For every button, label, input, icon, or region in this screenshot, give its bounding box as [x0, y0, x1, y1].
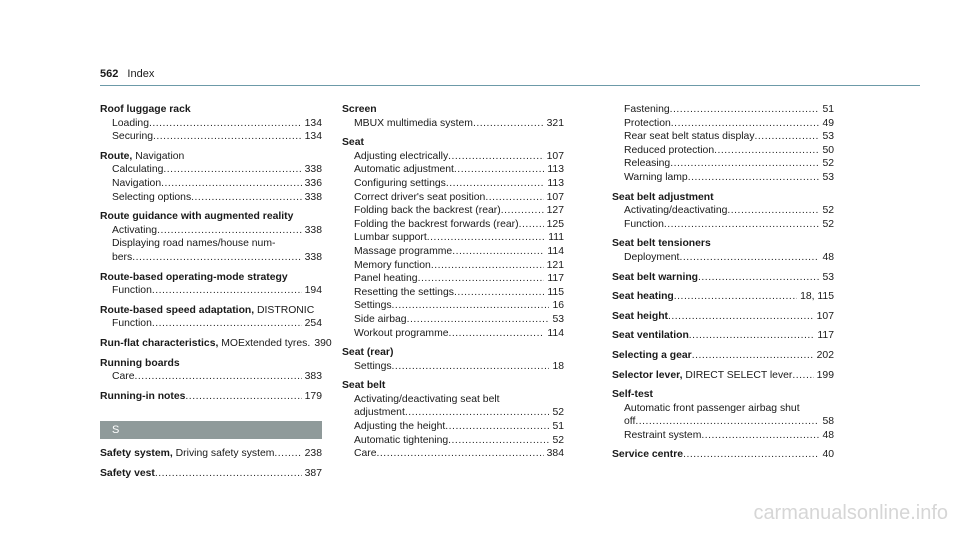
index-subentry[interactable] — [342, 406, 564, 420]
index-subterm: DIRECT SELECT lever — [682, 369, 793, 381]
index-term: Running boards — [100, 357, 180, 369]
page-ref: 384 — [546, 448, 564, 460]
index-subentry[interactable] — [342, 327, 564, 341]
subentry-text: Warning lamp — [624, 171, 688, 183]
page-ref: 121 — [546, 259, 564, 271]
page-ref: 194 — [304, 285, 322, 297]
index-term: Running-in notes — [100, 390, 186, 402]
index-entry-line[interactable] — [612, 290, 834, 304]
page-ref: 52 — [552, 434, 564, 446]
index-column-2 — [342, 103, 564, 467]
subentry-list — [612, 103, 834, 185]
index-entry — [100, 337, 332, 351]
page-ref: 336 — [304, 177, 322, 189]
subentry-text: Care — [112, 371, 135, 383]
page-ref: 338 — [304, 224, 322, 236]
page-number: 562 — [100, 68, 119, 80]
page-ref: 387 — [304, 467, 322, 479]
index-term: Route guidance with augmented reality — [100, 211, 294, 223]
subentry-text: Resetting the settings — [354, 286, 454, 298]
index-entry — [612, 310, 834, 324]
index-entry — [342, 103, 564, 130]
index-entry-line[interactable] — [612, 349, 834, 363]
subentry-text: Memory function — [354, 259, 431, 271]
subentry-text: Massage programme — [354, 245, 453, 257]
index-entry-line[interactable] — [612, 448, 834, 462]
page-ref: 52 — [822, 205, 834, 217]
index-entry — [612, 369, 834, 383]
page-ref: 113 — [547, 164, 564, 176]
page-ref: 115 — [547, 286, 564, 298]
index-entry — [612, 290, 834, 304]
index-subentry[interactable] — [100, 370, 322, 384]
page-header — [100, 68, 154, 80]
index-term: Route-based operating-mode strategy — [100, 271, 288, 283]
index-subentry[interactable] — [612, 144, 834, 158]
subentry-text: Adjusting the height — [354, 421, 446, 433]
page-ref: 16 — [552, 300, 564, 312]
index-subentry[interactable] — [342, 218, 564, 232]
index-entry — [100, 150, 322, 204]
index-subentry[interactable] — [612, 171, 834, 185]
index-entry-line[interactable] — [612, 271, 834, 285]
section-title: Index — [127, 68, 155, 80]
index-subentry[interactable] — [612, 415, 834, 429]
watermark: carmanualsonline.info — [753, 502, 948, 524]
index-term: Seat belt adjustment — [612, 191, 714, 203]
page-ref: 52 — [822, 218, 834, 230]
index-subentry[interactable] — [612, 103, 834, 117]
subentry-text: Adjusting electrically — [354, 150, 449, 162]
subentry-text: Folding back the backrest (rear) — [354, 205, 501, 217]
page-ref: 113 — [547, 177, 564, 189]
page-ref: 114 — [547, 245, 564, 257]
subentry-text: Side airbag — [354, 313, 407, 325]
page-ref: 134 — [304, 117, 322, 129]
page-ref: 51 — [822, 104, 834, 115]
index-column-3 — [612, 103, 834, 468]
page-ref: 199 — [816, 369, 834, 381]
index-entry — [100, 390, 322, 404]
index-subentry[interactable] — [342, 117, 564, 131]
subentry-text: Settings — [354, 300, 392, 312]
index-subentry[interactable] — [342, 191, 564, 205]
page-ref: 125 — [546, 218, 564, 230]
subentry-text: Workout programme — [354, 327, 449, 339]
subentry-text: Loading — [112, 117, 149, 129]
index-term: Selector lever, — [612, 369, 683, 381]
subentry-list — [342, 420, 564, 461]
page-ref: 52 — [552, 407, 564, 419]
index-term: Seat belt tensioners — [612, 238, 711, 250]
subentry-text: Calculating — [112, 164, 164, 176]
index-subentry[interactable] — [612, 204, 834, 218]
index-subentry[interactable] — [100, 251, 322, 265]
subentry-text-line: Activating/deactivating seat belt — [354, 393, 500, 405]
index-subentry[interactable] — [342, 447, 564, 461]
index-subentry[interactable] — [612, 130, 834, 144]
index-subentry[interactable] — [100, 317, 322, 331]
index-subterm: Driving safety system — [172, 448, 275, 460]
index-subterm: DISTRONIC — [254, 304, 315, 316]
subentry-text: Rear seat belt status display — [624, 131, 755, 143]
page-ref: 254 — [304, 318, 322, 330]
subentry-list — [342, 150, 564, 340]
index-subentry[interactable] — [100, 191, 322, 205]
index-entry — [612, 191, 834, 232]
index-subentry[interactable] — [612, 218, 834, 232]
page-ref: 383 — [304, 371, 322, 383]
index-subentry[interactable] — [342, 245, 564, 259]
page-ref: 107 — [816, 310, 834, 322]
page-ref: 179 — [304, 390, 322, 402]
subentry-text: Function — [112, 318, 152, 330]
index-term: Self-test — [612, 389, 653, 401]
subentry-text: Activating — [112, 224, 158, 236]
subentry-text-line: Displaying road names/house num- — [112, 238, 276, 250]
page-ref: 238 — [304, 448, 322, 460]
page-ref: 58 — [822, 416, 834, 428]
index-term: Roof luggage rack — [100, 104, 191, 115]
index-subentry[interactable] — [342, 163, 564, 177]
index-entry — [100, 447, 322, 461]
subentry-text: MBUX multimedia system — [354, 117, 473, 129]
subentry-text: Protection — [624, 117, 671, 129]
subentry-text-line: Automatic front passenger airbag shut — [624, 402, 800, 414]
header-rule — [100, 85, 920, 86]
index-term: Safety vest — [100, 467, 155, 479]
index-term: Service centre — [612, 449, 684, 461]
subentry-text: Configuring settings — [354, 177, 446, 189]
page-ref: 40 — [822, 449, 834, 461]
subentry-text: Function — [624, 218, 664, 230]
index-entry — [100, 467, 322, 481]
index-entry-line[interactable] — [100, 390, 322, 404]
index-entry-line[interactable] — [612, 329, 834, 343]
index-subentry[interactable] — [342, 420, 564, 434]
subentry-text: Selecting options — [112, 191, 192, 203]
subentry-text: Releasing — [624, 158, 671, 170]
index-subentry[interactable] — [342, 313, 564, 327]
index-subentry[interactable] — [100, 177, 322, 191]
index-term: Seat height — [612, 310, 669, 322]
subentry-text: Automatic adjustment — [354, 164, 454, 176]
page-ref: 53 — [552, 313, 564, 325]
index-term: Seat belt warning — [612, 271, 699, 283]
subentry-text: Panel heating — [354, 273, 418, 285]
index-subentry[interactable] — [100, 130, 322, 144]
index-subentry[interactable] — [342, 434, 564, 448]
index-subentry[interactable] — [342, 177, 564, 191]
subentry-text: Settings — [354, 360, 392, 372]
index-subentry[interactable] — [342, 259, 564, 273]
page-ref: 53 — [822, 171, 834, 183]
subentry-text: bers — [112, 251, 133, 263]
index-entry — [100, 210, 322, 264]
page-ref: 338 — [304, 251, 322, 263]
page-ref: 53 — [822, 271, 834, 283]
index-subentry[interactable] — [342, 272, 564, 286]
subentry-text: Folding the backrest forwards (rear) — [354, 218, 519, 230]
subentry-text: Function — [112, 285, 152, 297]
page-ref: 18, 115 — [800, 291, 834, 303]
index-entry — [100, 357, 322, 384]
index-entry — [612, 237, 834, 264]
index-entry — [612, 103, 834, 185]
page-ref: 117 — [547, 273, 564, 285]
page-ref: 338 — [304, 164, 322, 176]
subentry-text: Navigation — [112, 177, 162, 189]
page-ref: 18 — [552, 360, 564, 372]
index-term: Seat ventilation — [612, 330, 689, 342]
page-ref: 390 — [314, 337, 332, 349]
index-term: Selecting a gear — [612, 349, 692, 361]
index-subentry[interactable] — [100, 163, 322, 177]
index-subentry[interactable] — [342, 286, 564, 300]
index-entry — [100, 304, 322, 331]
index-subentry[interactable] — [612, 117, 834, 131]
page-ref: 107 — [546, 150, 564, 162]
index-term: Route-based speed adaptation, — [100, 304, 255, 316]
page-ref: 48 — [822, 429, 834, 441]
index-term: Seat heating — [612, 291, 674, 303]
index-term: Route, — [100, 150, 133, 162]
index-term: Seat belt — [342, 380, 386, 392]
index-term: Run-flat characteristics, — [100, 337, 219, 349]
index-subentry[interactable] — [100, 284, 322, 298]
subentry-text: Correct driver's seat position — [354, 191, 486, 203]
subentry-text: off — [624, 416, 636, 428]
index-subentry[interactable] — [342, 231, 564, 245]
subentry-text: Activating/deactivating — [624, 205, 728, 217]
index-entry-line[interactable] — [100, 447, 322, 461]
index-entry — [612, 388, 834, 442]
index-subentry[interactable] — [612, 157, 834, 171]
subentry-text: adjustment — [354, 407, 405, 419]
index-entry — [612, 329, 834, 343]
page-ref: 50 — [822, 144, 834, 156]
index-subentry[interactable] — [342, 360, 564, 374]
subentry-text: Lumbar support — [354, 232, 427, 244]
subentry-text: Automatic tightening — [354, 434, 449, 446]
subentry-text: Reduced protection — [624, 144, 715, 156]
index-entry — [100, 103, 322, 144]
index-subentry[interactable] — [100, 117, 322, 131]
index-subentry[interactable] — [612, 251, 834, 265]
index-entry — [342, 136, 564, 340]
index-entry — [612, 349, 834, 363]
page-ref: 134 — [304, 131, 322, 143]
index-entry-line[interactable] — [100, 337, 332, 351]
subentry-text: Fastening — [624, 104, 670, 115]
index-subentry[interactable] — [342, 204, 564, 218]
subentry-text: Securing — [112, 131, 154, 143]
index-heading — [100, 150, 322, 164]
index-subentry[interactable] — [342, 150, 564, 164]
page-ref: 114 — [547, 327, 564, 339]
index-term: Safety system, — [100, 448, 173, 460]
index-term: Seat — [342, 137, 364, 149]
page-ref: 202 — [816, 349, 834, 361]
index-entry — [612, 448, 834, 462]
subentry-text: Restraint system — [624, 429, 702, 441]
index-subterm: MOExtended tyres — [218, 337, 308, 349]
page-ref: 52 — [822, 158, 834, 170]
page-ref: 53 — [822, 131, 834, 143]
letter-heading-bar: S — [100, 421, 322, 439]
index-entry — [342, 346, 564, 373]
index-term: Seat (rear) — [342, 347, 394, 359]
subentry-text: Deployment — [624, 251, 680, 263]
index-subterm: Navigation — [132, 150, 185, 162]
index-term: Screen — [342, 104, 377, 115]
index-entry-line[interactable] — [100, 467, 322, 481]
page-ref: 321 — [546, 117, 564, 129]
index-entry — [612, 271, 834, 285]
index-entry — [100, 271, 322, 298]
index-entry — [342, 379, 564, 461]
page-ref: 117 — [817, 330, 834, 342]
page-ref: 111 — [548, 232, 564, 244]
page-ref: 51 — [552, 421, 564, 433]
page-ref: 127 — [546, 205, 564, 217]
page-ref: 49 — [822, 117, 834, 129]
page-ref: 338 — [304, 191, 322, 203]
index-column-1 — [100, 103, 332, 486]
index-subentry[interactable] — [342, 299, 564, 313]
index-heading — [100, 304, 322, 318]
page-ref: 107 — [546, 191, 564, 203]
index-entry-line[interactable] — [612, 310, 834, 324]
page-ref: 48 — [822, 251, 834, 263]
index-subentry[interactable] — [612, 429, 834, 443]
index-subentry[interactable] — [100, 224, 322, 238]
index-entry-line[interactable] — [612, 369, 834, 383]
subentry-text: Care — [354, 448, 377, 460]
